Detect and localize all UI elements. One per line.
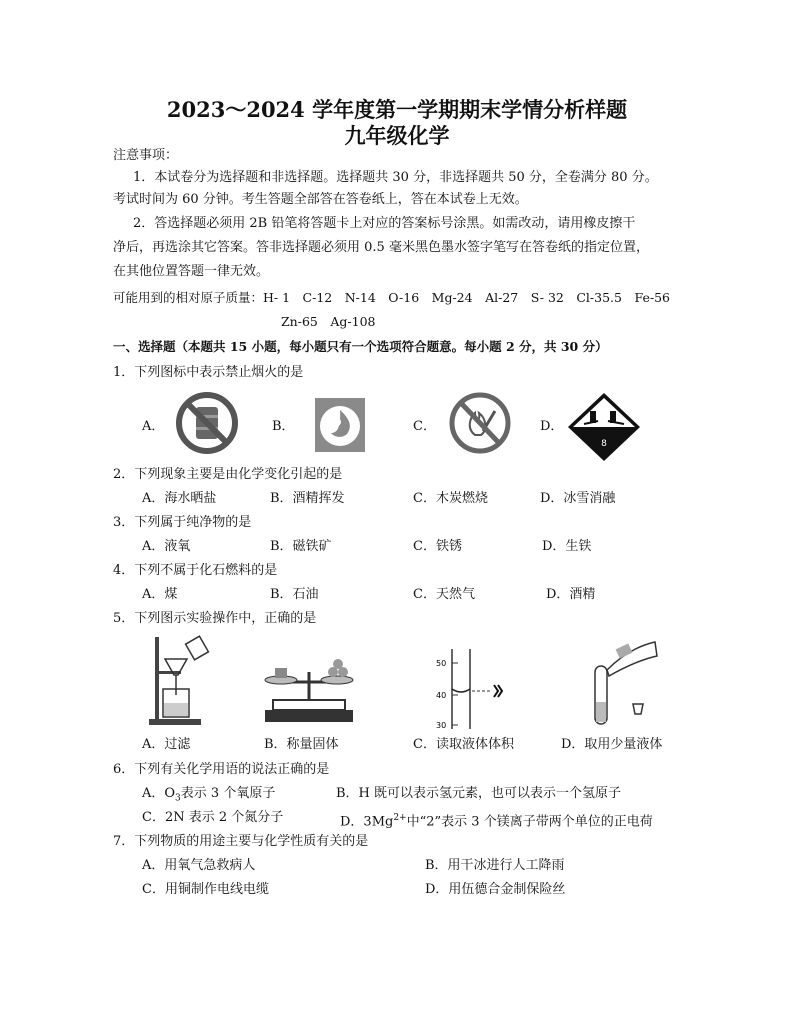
- dropper-test-tube-diagram: [577, 636, 661, 730]
- q4-option-a: A．煤: [142, 587, 178, 602]
- q5-option-c: C．读取液体体积: [413, 737, 514, 752]
- q2-option-c: C．木炭燃烧: [413, 491, 488, 506]
- q6-option-d-prefix: D．3Mg: [340, 814, 394, 830]
- q6-option-a-subscript: 3: [175, 793, 181, 804]
- question-5-stem: 5．下列图示实验操作中，正确的是: [113, 611, 317, 626]
- question-6-stem: 6．下列有关化学用语的说法正确的是: [113, 762, 330, 777]
- q5-option-b: B．称量固体: [264, 737, 339, 752]
- q5-option-a: A．过滤: [142, 737, 191, 752]
- q3-option-b: B．磁铁矿: [270, 539, 332, 554]
- q2-option-d: D．冰雪消融: [540, 491, 616, 506]
- cylinder-tick-40: 40: [436, 691, 447, 700]
- balance-scale-diagram: [259, 652, 359, 726]
- q6-option-d-superscript: 2+: [393, 813, 407, 823]
- q4-option-b: B．石油: [270, 587, 319, 602]
- exam-title: 2023～2024 学年度第一学期期末学情分析样题: [166, 97, 628, 122]
- no-fuel-drum-sign-icon: [172, 391, 242, 455]
- section-1-heading: 一、选择题（本题共 15 小题，每小题只有一个选项符合题意。每小题 2 分，共 30 分）: [113, 339, 608, 354]
- atomic-mass-line-2: Zn-65 Ag-108: [281, 314, 376, 329]
- note-1-line-1: 1．本试卷分为选择题和非选择题。选择题共 30 分，非选择题共 50 分，全卷满分 80 分。: [133, 170, 658, 185]
- q1-option-b-label: B．: [272, 419, 295, 434]
- q7-option-a: A．用氧气急救病人: [142, 858, 256, 873]
- q6-option-b: B．H 既可以表示氢元素，也可以表示一个氢原子: [336, 786, 622, 801]
- q6-option-a-text: 表示 3 个氧原子: [180, 786, 276, 801]
- q6-option-a: [142, 785, 275, 808]
- q1-option-a-label: A．: [142, 419, 165, 434]
- cylinder-tick-50: 50: [436, 659, 447, 668]
- corrosive-sign-icon: [566, 391, 642, 463]
- note-2-line-3: 在其他位置答题一律无效。: [113, 264, 270, 279]
- q4-option-d: D．酒精: [546, 587, 596, 602]
- question-7-stem: 7．下列物质的用途主要与化学性质有关的是: [113, 834, 369, 849]
- q7-option-b: B．用干冰进行人工降雨: [425, 858, 565, 873]
- cylinder-tick-30: 30: [436, 721, 447, 730]
- graduated-cylinder-diagram: [430, 645, 510, 731]
- notes-heading: 注意事项：: [113, 148, 179, 163]
- q3-option-c: C．铁锈: [413, 539, 462, 554]
- q1-option-c-label: C．: [413, 419, 436, 434]
- exam-subtitle: 九年级化学: [344, 123, 450, 148]
- q2-option-a: A．海水晒盐: [142, 491, 217, 506]
- q5-option-d: D．取用少量液体: [561, 737, 663, 752]
- q3-option-a: A．液氧: [142, 539, 191, 554]
- atomic-mass-line-1: 可能用到的相对原子质量：H- 1 C-12 N-14 O-16 Mg-24 Al-27 S- 32 Cl-35.5 Fe-56: [113, 290, 670, 305]
- note-2-line-1: 2．答选择题必须用 2B 铅笔将答题卡上对应的答案标号涂黑。如需改动，请用橡皮擦干: [133, 216, 636, 231]
- hazard-class-number: 8: [601, 439, 607, 449]
- q6-option-d-text: 中“2”表示 3 个镁离子带两个单位的正电荷: [406, 814, 653, 830]
- question-1-stem: 1．下列图标中表示禁止烟火的是: [113, 365, 304, 380]
- q6-option-a-prefix: A．O: [142, 786, 176, 801]
- note-2-line-2: 净后，再选涂其它答案。答非选择题必须用 0.5 毫米黑色墨水签字笔写在答卷纸的指定位置，: [113, 240, 649, 255]
- q7-option-d: D．用伍德合金制保险丝: [425, 882, 566, 897]
- question-3-stem: 3．下列属于纯净物的是: [113, 515, 252, 530]
- q2-option-b: B．酒精挥发: [270, 491, 345, 506]
- question-2-stem: 2．下列现象主要是由化学变化引起的是: [113, 467, 343, 482]
- filtration-apparatus-diagram: [143, 633, 213, 728]
- note-1-line-2: 考试时间为 60 分钟。考生答题全部答在答卷纸上，答在本试卷上无效。: [113, 192, 528, 207]
- toxic-sign-icon: [313, 396, 367, 454]
- q4-option-c: C．天然气: [413, 587, 475, 602]
- question-4-stem: 4．下列不属于化石燃料的是: [113, 563, 278, 578]
- no-fire-sign-icon: [447, 391, 513, 455]
- q7-option-c: C．用铜制作电线电缆: [142, 882, 269, 897]
- q6-option-c: C．2N 表示 2 个氮分子: [142, 810, 284, 825]
- q3-option-d: D．生铁: [542, 539, 592, 554]
- q1-option-d-label: D．: [540, 419, 564, 434]
- q6-option-d: [340, 809, 653, 831]
